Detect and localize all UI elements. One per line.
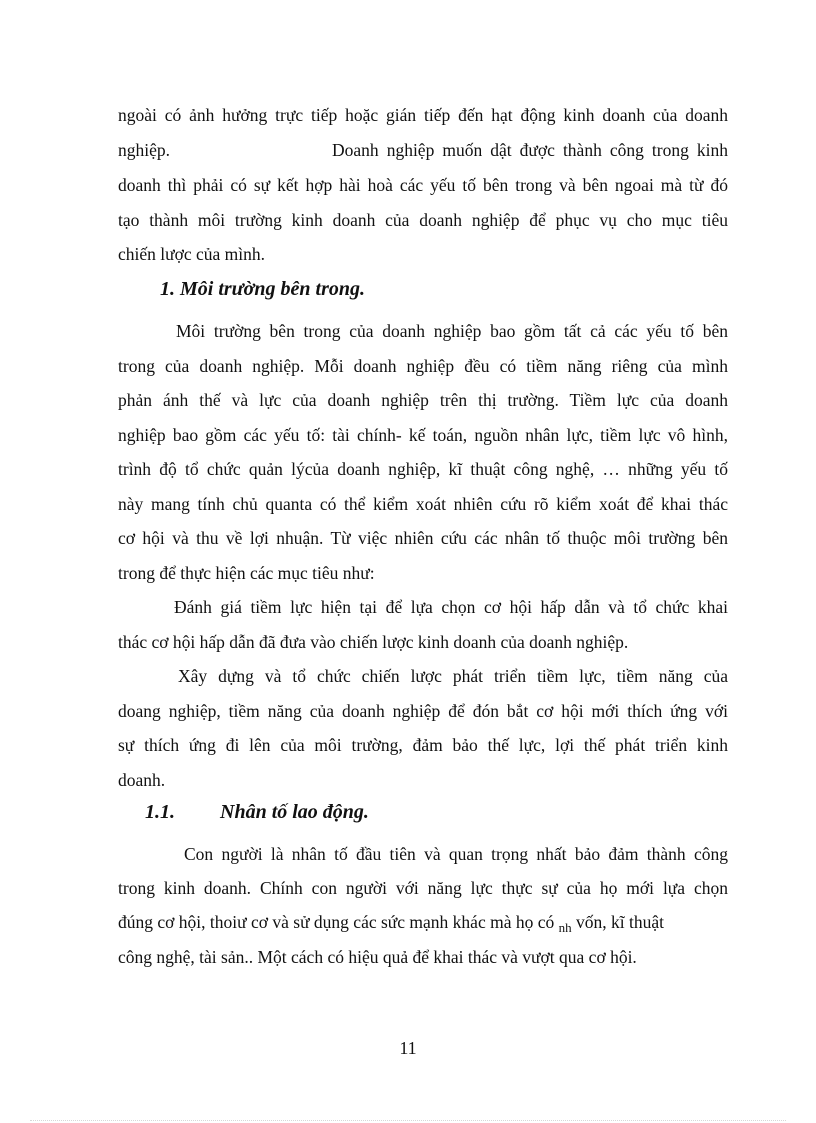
intro-line-2-left: nghiệp. (118, 140, 171, 160)
section1-p1-line-6: này mang tính chủ quanta có thể kiểm xoát nhiên cứu rõ kiểm xoát để khai thác (118, 494, 728, 514)
section1-p1-line-5: trình độ tổ chức quản lýcủa doanh nghiệp, kĩ thuật công nghệ, … những yếu tố (118, 459, 728, 479)
page-number: 11 (399, 1038, 417, 1058)
section1-p1-line-1: Môi trường bên trong của doanh nghiệp bao gồm tất cả các yếu tố bên (176, 321, 728, 341)
section2-line-4: công nghệ, tài sản.. Một cách có hiệu quả để khai thác và vượt qua cơ hội. (118, 947, 637, 967)
intro-line-4: tạo thành môi trường kinh doanh của doanh nghiệp để phục vụ cho mục tiêu (118, 210, 728, 230)
section-heading-1: 1. Môi trường bên trong. (160, 278, 365, 300)
section2-line-3-start: đúng cơ hội, thoiư cơ và sử dụng các sức mạnh khác mà họ có (118, 912, 555, 932)
section1-p2-line-1: Đánh giá tiềm lực hiện tại để lựa chọn cơ hội hấp dẫn và tổ chức khai (174, 597, 728, 617)
section2-line-3 (118, 911, 728, 939)
intro-line-5: chiến lược của mình. (118, 244, 266, 264)
section-heading-number: 1.1. (145, 801, 175, 823)
section1-p1-line-3: phản ánh thế và lực của doanh nghiệp trên thị trường. Tiềm lực của doanh (118, 390, 728, 410)
section1-p1-line-2: trong của doanh nghiệp. Mỗi doanh nghiệp đều có tiềm năng riêng của mình (118, 356, 728, 376)
section2-line-3-end: vốn, kĩ thuật (575, 912, 664, 932)
section1-p3-line-3: sự thích ứng đi lên của môi trường, đảm bảo thế lực, lợi thế phát triển kinh (118, 735, 728, 755)
section1-p3-line-1: Xây dựng và tổ chức chiến lược phát triển tiềm lực, tiềm năng của (178, 666, 728, 686)
intro-line-2-right: Doanh nghiệp muốn dật được thành công trong kinh (332, 140, 728, 160)
section2-line-2: trong kinh doanh. Chính con người với năng lực thực sự của họ mới lựa chọn (118, 878, 728, 898)
footer-divider (30, 1120, 786, 1121)
section1-p2-line-2: thác cơ hội hấp dẫn đã đưa vào chiến lược kinh doanh của doanh nghiệp. (118, 632, 629, 652)
section1-p3-line-2: doang nghiệp, tiềm năng của doanh nghiệp để đón bắt cơ hội mới thích ứng với (118, 701, 728, 721)
intro-line-3: doanh thì phải có sự kết hợp hài hoà các yếu tố bên trong và bên ngoai mà từ đó (118, 175, 728, 195)
intro-line-1: ngoài có ảnh hưởng trực tiếp hoặc gián tiếp đến hạt động kinh doanh của doanh (118, 105, 728, 125)
section1-p1-line-4: nghiệp bao gồm các yếu tố: tài chính- kế toán, nguồn nhân lực, tiềm lực vô hình, (118, 425, 728, 445)
section1-p3-line-4: doanh. (118, 770, 166, 790)
section1-p1-line-8: trong để thực hiện các mục tiêu như: (118, 563, 375, 583)
section-heading-2: Nhân tố lao động. (220, 801, 369, 823)
section1-p1-line-7: cơ hội và thu về lợi nhuận. Từ việc nhiên cứu các nhân tố thuộc môi trường bên (118, 528, 728, 548)
section2-line-1: Con người là nhân tố đầu tiên và quan trọng nhất bảo đảm thành công (184, 844, 728, 864)
section2-line-3-small: nh (558, 920, 572, 935)
